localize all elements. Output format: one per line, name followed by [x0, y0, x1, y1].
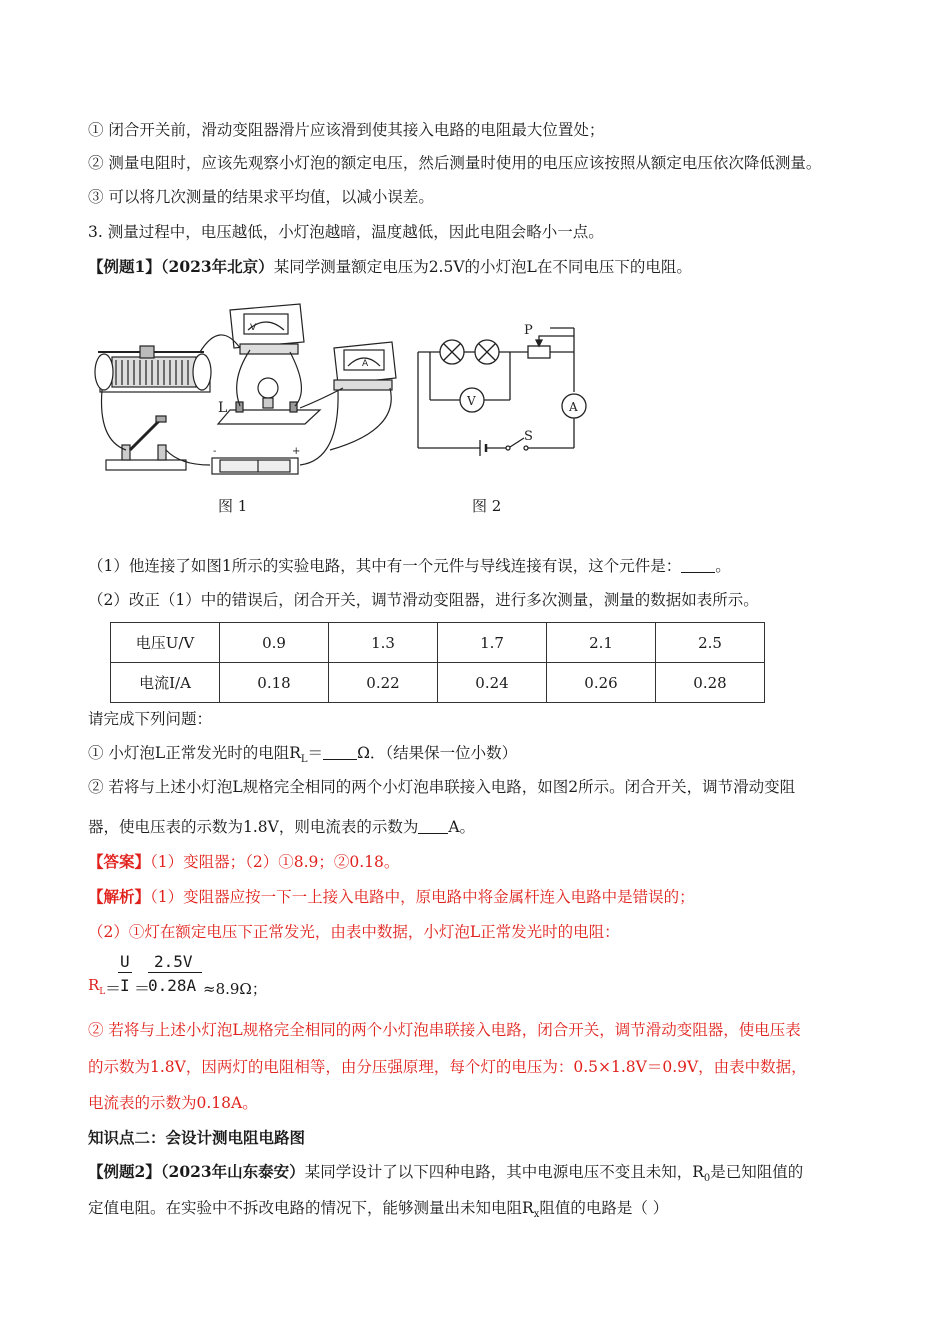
svg-text:-: - — [213, 446, 217, 457]
rheostat-symbol — [528, 346, 550, 358]
example1-header — [88, 256, 692, 278]
voltmeter-icon — [230, 304, 304, 354]
sub1-tail: Ω．（结果保一位小数） — [357, 744, 518, 762]
analysis-line-3c: 电流表的示数为0.18A。 — [88, 1094, 258, 1112]
table-cell: 1.7 — [438, 623, 547, 663]
svg-text:+: + — [292, 446, 301, 457]
figure-1-circuit-illustration — [90, 300, 400, 490]
fig2-label-P: P — [524, 323, 533, 338]
table-header-voltage: 电压U/V — [111, 623, 220, 663]
section-2-title: 知识点二：会设计测电阻电路图 — [88, 1128, 306, 1147]
example1-stem: 某同学测量额定电压为2.5V的小灯泡L在不同电压下的电阻。 — [273, 258, 692, 276]
table-header-current: 电流I/A — [111, 663, 220, 703]
analysis-tag: 【解析】 — [88, 887, 151, 906]
table-cell: 0.22 — [329, 663, 438, 703]
example2-text-2: 定值电阻。在实验中不拆改电路的情况下，能够测量出未知电阻R — [88, 1199, 534, 1217]
table-cell: 1.3 — [329, 623, 438, 663]
example1-source: （2023年北京） — [160, 257, 274, 276]
answer-blank-3[interactable] — [418, 818, 448, 834]
fig2-label-A: A — [569, 400, 578, 414]
figure-2-circuit-diagram — [410, 320, 600, 470]
example1-tag: 【例题1】 — [88, 257, 161, 276]
question-1-end: 。 — [715, 557, 731, 575]
analysis-line-2: （2）①灯在额定电压下正常发光，由表中数据，小灯泡L正常发光时的电阻： — [88, 923, 620, 941]
fig2-label-S: S — [524, 429, 533, 444]
analysis-line-3a: ② 若将与上述小灯泡L规格完全相同的两个小灯泡串联接入电路，闭合开关，调节滑动变阻器，使电压表 — [88, 1021, 801, 1039]
table-cell: 0.28 — [656, 663, 765, 703]
rheostat-icon — [95, 346, 211, 392]
note-4: 3. 测量过程中，电压越低，小灯泡越暗，温度越低，因此电阻会略小一点。 — [88, 223, 604, 241]
sub1-equals: ＝ — [307, 744, 324, 762]
note-2: ② 测量电阻时，应该先观察小灯泡的额定电压，然后测量时使用的电压应该按照从额定电压依次降低测量。 — [88, 154, 822, 172]
sub1-subscript: L — [300, 754, 308, 766]
resistance-formula — [88, 950, 388, 1000]
formula-r-sub: L — [99, 987, 106, 997]
formula-eq2: ＝ — [134, 979, 151, 998]
table-cell: 0.18 — [220, 663, 329, 703]
sub1-text: ① 小灯泡L正常发光时的电阻R — [88, 744, 301, 762]
formula-den1: I — [120, 976, 130, 995]
formula-num2: 2.5V — [154, 952, 193, 971]
analysis-line-3b: 的示数为1.8V，因两灯的电阻相等，由分压强原理，每个灯的电压为：0.5×1.8V＝0.9V，由表中数据， — [88, 1058, 807, 1076]
table-row — [111, 623, 765, 663]
answer-tag: 【答案】 — [88, 852, 151, 871]
formula-den2: 0.28A — [148, 976, 197, 995]
switch-icon — [106, 416, 186, 470]
example2-tag: 【例题2】 — [88, 1162, 161, 1181]
fig2-caption: 图 2 — [472, 497, 502, 515]
example2-line-2 — [88, 1197, 668, 1226]
fig1-label-L: L — [218, 400, 228, 416]
note-3: ③ 可以将几次测量的结果求平均值，以减小误差。 — [88, 188, 434, 206]
formula-r: R — [88, 976, 100, 994]
battery-icon — [212, 446, 300, 474]
example2-text-1b: 是已知阻值的 — [710, 1163, 804, 1181]
r0-subscript: 0 — [703, 1173, 711, 1185]
table-cell: 2.1 — [547, 623, 656, 663]
answer-text: （1）变阻器；（2）①8.9；②0.18。 — [150, 853, 400, 871]
note-1: ① 闭合开关前，滑动变阻器滑片应该滑到使其接入电路的电阻最大位置处； — [88, 121, 605, 139]
switch-symbol — [510, 438, 524, 447]
sub-question-2-line-1: ② 若将与上述小灯泡L规格完全相同的两个小灯泡串联接入电路，如图2所示。闭合开关，调节滑动变阻 — [88, 778, 796, 796]
example2-text-1: 某同学设计了以下四种电路，其中电源电压不变且未知，R — [304, 1163, 704, 1181]
table-row — [111, 663, 765, 703]
answer-blank-2[interactable] — [323, 744, 357, 760]
lamp-board-icon — [218, 378, 320, 424]
question-1-text: （1）他连接了如图1所示的实验电路，其中有一个元件与导线连接有误，这个元件是： — [88, 557, 682, 575]
example2-line-1 — [88, 1161, 803, 1190]
example2-text-2b: 阻值的电路是（ ） — [539, 1199, 669, 1217]
analysis-text-1: （1）变阻器应按一下一上接入电路中，原电路中将金属杆连入电路中是错误的； — [150, 888, 695, 906]
sub2-tail: A。 — [448, 818, 476, 836]
analysis-line-1 — [88, 886, 695, 908]
table-cell: 0.9 — [220, 623, 329, 663]
question-1 — [88, 555, 731, 577]
table-cell: 0.26 — [547, 663, 656, 703]
svg-text:A: A — [362, 359, 369, 369]
question-2: （2）改正（1）中的错误后，闭合开关，调节滑动变阻器，进行多次测量，测量的数据如表所示。 — [88, 591, 759, 609]
answer-line — [88, 851, 399, 873]
sub2-text: 器，使电压表的示数为1.8V，则电流表的示数为 — [88, 818, 419, 836]
fig1-caption: 图 1 — [218, 497, 248, 515]
example2-source: （2023年山东泰安） — [160, 1162, 305, 1181]
formula-num1: U — [120, 952, 130, 971]
formula-tail: ≈8.9Ω； — [203, 980, 267, 998]
sub-question-1 — [88, 742, 517, 771]
table-cell: 0.24 — [438, 663, 547, 703]
sub-question-2-line-2 — [88, 816, 475, 838]
answer-blank-1[interactable] — [681, 557, 715, 573]
measurement-table — [110, 622, 765, 703]
table-cell: 2.5 — [656, 623, 765, 663]
svg-text:V: V — [250, 323, 257, 333]
rx-subscript: x — [533, 1209, 540, 1221]
fig2-label-V: V — [467, 394, 476, 408]
formula-eq1: ＝ — [105, 979, 122, 998]
prompt: 请完成下列问题： — [88, 710, 213, 728]
